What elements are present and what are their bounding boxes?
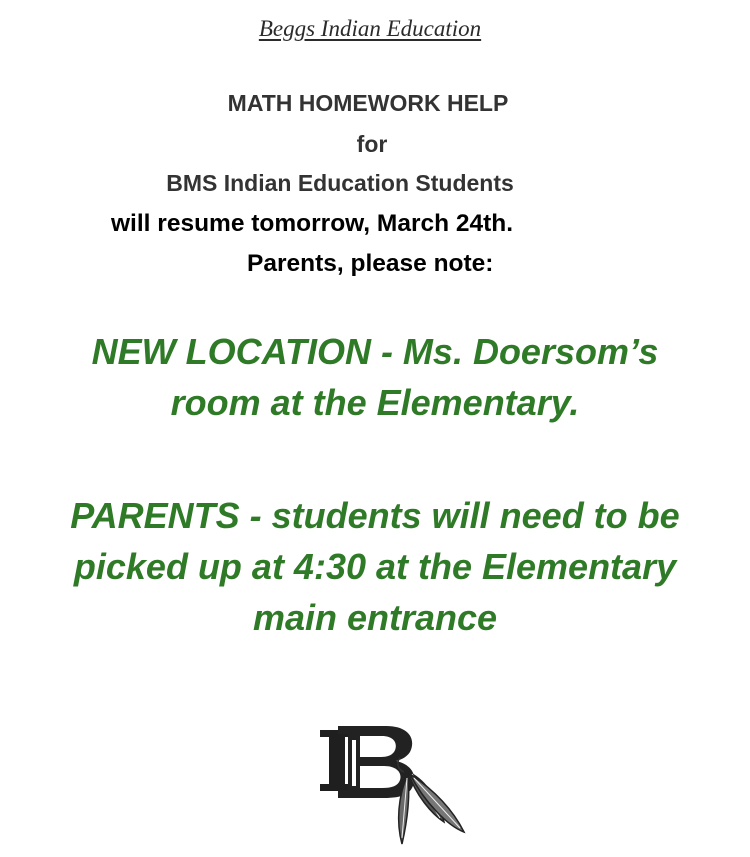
resume-notice: will resume tomorrow, March 24th. bbox=[111, 210, 514, 237]
pickup-line-3: main entrance bbox=[252, 597, 498, 638]
program-title: MATH HOMEWORK HELP bbox=[227, 90, 509, 116]
location-line-2: room at the Elementary. bbox=[170, 382, 580, 423]
organization-heading: Beggs Indian Education bbox=[258, 16, 482, 41]
beggs-logo bbox=[312, 718, 472, 856]
pickup-line-1: PARENTS - students will need to be bbox=[70, 495, 680, 536]
pickup-line-2: picked up at 4:30 at the Elementary bbox=[73, 546, 677, 587]
location-line-1: NEW LOCATION - Ms. Doersom’s bbox=[91, 331, 659, 372]
location-notice bbox=[0, 326, 750, 428]
pickup-notice bbox=[0, 490, 750, 643]
parents-note: Parents, please note: bbox=[247, 250, 494, 277]
audience-text: BMS Indian Education Students bbox=[166, 170, 514, 196]
connector-text: for bbox=[356, 131, 388, 157]
